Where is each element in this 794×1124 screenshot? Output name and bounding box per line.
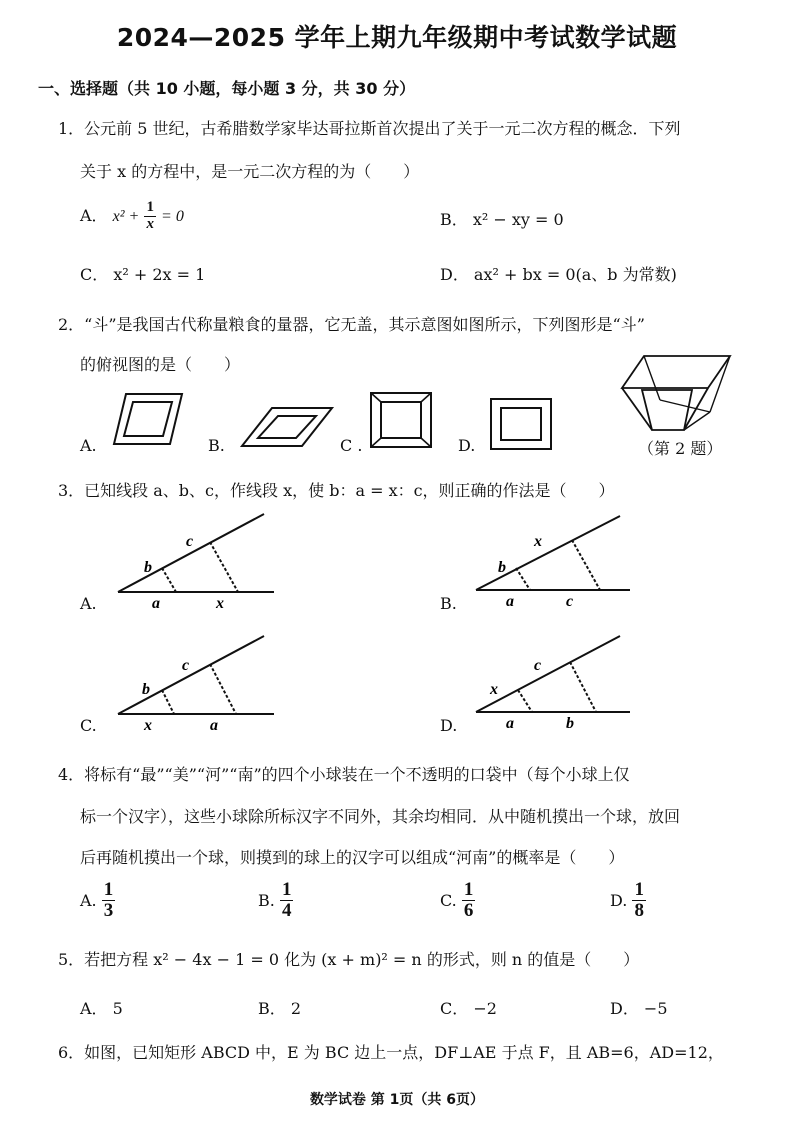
q3b-label-lower-near: a [506,593,514,610]
q3a-label-lower-far: x [216,595,224,610]
q2-option-a-label: A. [80,436,97,455]
q3-option-d-figure [470,630,635,730]
q4-option-b-fraction [280,880,294,921]
q2-option-c-figure [368,390,434,450]
q3b-label-upper-far: x [534,533,542,550]
q4-option-c-fraction [462,880,476,921]
q3-option-a-label: A. [80,594,97,613]
q3d-label-lower-far: b [566,715,574,730]
q3d-label-lower-near: a [506,715,514,730]
q2-option-b-label: B. [208,436,225,455]
q1-option-a-fraction [144,200,156,233]
q4-option-c-label: C. [440,890,457,910]
q4-option-d-denominator: 8 [634,899,644,921]
q2-option-c-label: C . [340,436,363,455]
q3b-label-lower-far: c [566,593,574,610]
q5-option-a: A． 5 [80,999,123,1018]
q4-option-a [80,880,115,921]
q1-option-a-post: = 0 [161,207,184,225]
q3-option-b-figure [470,510,635,610]
q3-line1: 3．已知线段 a、b、c，作线段 x，使 b：a = x：c，则正确的作法是（ ） [58,481,615,500]
q4-option-c-denominator: 6 [463,899,474,921]
q4-line1: 4．将标有“最”“美”“河”“南”的四个小球装在一个不透明的口袋中（每个小球上仅 [58,765,630,784]
q3-option-c-label: C. [80,716,97,735]
q1-option-a-label: A． [80,205,108,225]
q1-option-a-pre: x² + [112,207,140,225]
q1-option-a [80,200,184,233]
q4-option-b-label: B. [258,890,275,910]
q1-option-b: B． x² − xy = 0 [440,210,564,229]
q4-option-c-numerator: 1 [463,879,474,900]
q2-figure-caption: （第 2 题） [638,439,723,458]
q4-option-a-denominator: 3 [103,899,114,921]
q5-option-d: D． −5 [610,999,668,1018]
q1-line2: 关于 x 的方程中，是一元二次方程的为（ ） [80,162,420,181]
exam-title: 2024—2025 学年上期九年级期中考试数学试题 [116,23,678,52]
q3c-label-lower-far: a [210,717,218,730]
q3c-label-lower-near: x [144,717,152,730]
q4-line3: 后再随机摸出一个球，则摸到的球上的汉字可以组成“河南”的概率是（ ） [80,848,625,867]
q3a-label-lower-near: a [152,595,160,610]
q2-option-a-figure [108,388,188,450]
q5-option-c: C． −2 [440,999,497,1018]
q3-option-c-figure [110,630,280,730]
q3b-label-upper-near: b [498,559,506,576]
q5-option-b: B． 2 [258,999,302,1018]
q2-line2: 的俯视图的是（ ） [80,355,241,374]
q2-option-b-figure [238,404,336,450]
q3a-label-upper-near: b [144,559,152,576]
q3d-label-upper-near: x [490,681,498,698]
q4-option-b-denominator: 4 [281,899,292,921]
q4-option-d-label: D. [610,890,628,910]
q4-option-c [440,880,475,921]
q4-option-b-numerator: 1 [281,879,292,900]
q3c-label-upper-near: b [142,681,150,698]
q1-option-c: C． x² + 2x = 1 [80,265,206,284]
q3-option-b-label: B. [440,594,457,613]
section-heading: 一、选择题（共 10 小题，每小题 3 分，共 30 分） [38,79,416,98]
q4-option-a-fraction [102,880,116,921]
q3-option-a-figure [110,510,280,610]
q4-option-a-label: A. [80,890,97,910]
q4-line2: 标一个汉字），这些小球除所标汉字不同外，其余均相同．从中随机摸出一个球，放回 [80,807,681,826]
q3a-label-upper-far: c [186,533,194,550]
q2-option-d-label: D. [458,436,476,455]
q2-dou-vessel-figure [618,352,734,436]
q3d-label-upper-far: c [534,657,542,674]
q4-option-d-numerator: 1 [634,879,644,900]
q4-option-a-numerator: 1 [103,879,114,900]
q1-option-d: D． ax² + bx = 0(a、b 为常数) [440,265,677,284]
q1-option-a-numerator: 1 [146,199,154,215]
page-footer: 数学试卷 第 1页（共 6页） [309,1092,485,1108]
q1-line1: 1．公元前 5 世纪，古希腊数学家毕达哥拉斯首次提出了关于一元二次方程的概念．下列 [58,119,681,138]
q3c-label-upper-far: c [182,657,190,674]
q2-option-d-figure [488,396,554,452]
q5-line1: 5．若把方程 x² − 4x − 1 = 0 化为 (x + m)² = n 的形式，则 n 的值是（ ） [58,950,640,969]
q1-option-a-denominator: x [146,215,154,232]
q4-option-b [258,880,293,921]
q4-option-d-fraction [632,880,646,921]
q4-option-d [610,880,646,921]
q6-line1: 6．如图，已知矩形 ABCD 中，E 为 BC 边上一点，DF⊥AE 于点 F，且 AB=6，AD=12， [58,1043,724,1062]
q3-option-d-label: D. [440,716,458,735]
q2-line1: 2．“斗”是我国古代称量粮食的量器，它无盖，其示意图如图所示，下列图形是“斗” [58,315,645,334]
